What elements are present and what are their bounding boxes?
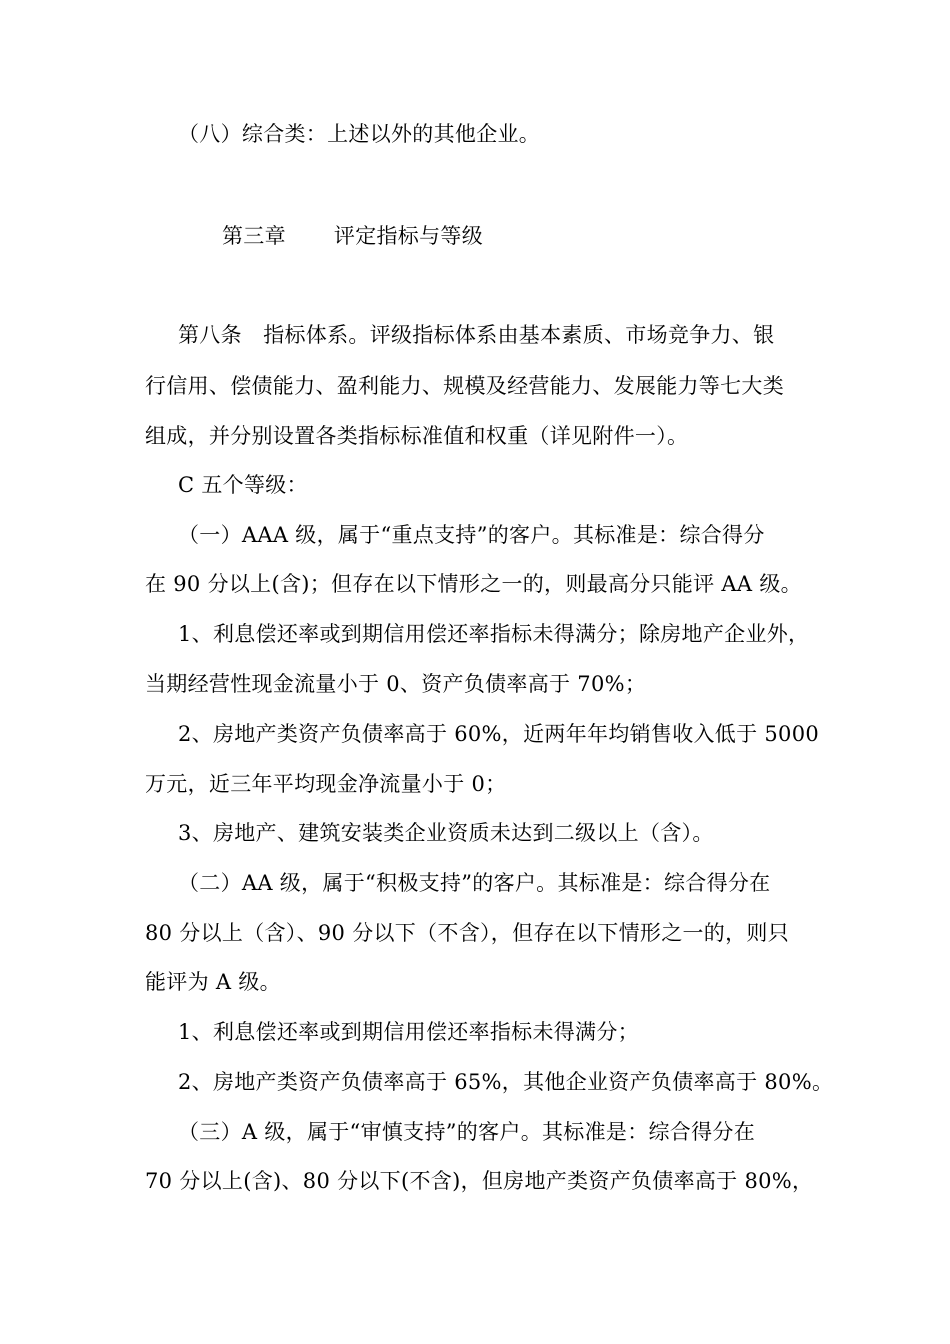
chapter-title: 评定指标与等级 [333,224,484,248]
grade-aa-line-3: 能评为 A 级。 [145,970,281,994]
article-eight-line-3: 组成，并分别设置各类指标标准值和权重（详见附件一）。 [145,424,689,448]
article-eight-line-1: 第八条 指标体系。评级指标体系由基本素质、市场竞争力、银 [178,323,775,347]
grade-aaa-line-1: （一）AAA 级，属于“重点支持”的客户。其标准是：综合得分 [178,523,765,547]
section-eight-line: （八）综合类：上述以外的其他企业。 [178,122,541,146]
grade-aaa-line-2: 在 90 分以上(含)；但存在以下情形之一的，则最高分只能评 AA 级。 [145,572,802,596]
aaa-condition-1-line-1: 1、利息偿还率或到期信用偿还率指标未得满分；除房地产企业外， [178,622,810,646]
aaa-condition-2-line-2: 万元，近三年平均现金净流量小于 0； [145,772,507,796]
aaa-condition-3-line: 3、房地产、建筑安装类企业资质未达到二级以上（含）。 [178,821,714,845]
aa-condition-2-line: 2、房地产类资产负债率高于 65%，其他企业资产负债率高于 80%。 [178,1070,834,1094]
grade-aa-line-1: （二）AA 级，属于“积极支持”的客户。其标准是：综合得分在 [178,871,771,895]
chapter-number: 第三章 [222,224,286,248]
aaa-condition-2-line-1: 2、房地产类资产负债率高于 60%，近两年年均销售收入低于 5000 [178,722,820,746]
grade-a-line-1: （三）A 级，属于“审慎支持”的客户。其标准是：综合得分在 [178,1120,756,1144]
article-eight-line-2: 行信用、偿债能力、盈利能力、规模及经营能力、发展能力等七大类 [145,374,784,398]
aaa-condition-1-line-2: 当期经营性现金流量小于 0、资产负债率高于 70%； [145,672,647,696]
aa-condition-1-line: 1、利息偿还率或到期信用偿还率指标未得满分； [178,1020,639,1044]
five-grades-line: C 五个等级： [178,473,308,497]
grade-a-line-2: 70 分以上(含)、80 分以下(不含)，但房地产类资产负债率高于 80%， [145,1169,814,1193]
chapter-heading [222,221,483,251]
grade-aa-line-2: 80 分以上（含）、90 分以下（不含），但存在以下情形之一的，则只 [145,921,789,945]
